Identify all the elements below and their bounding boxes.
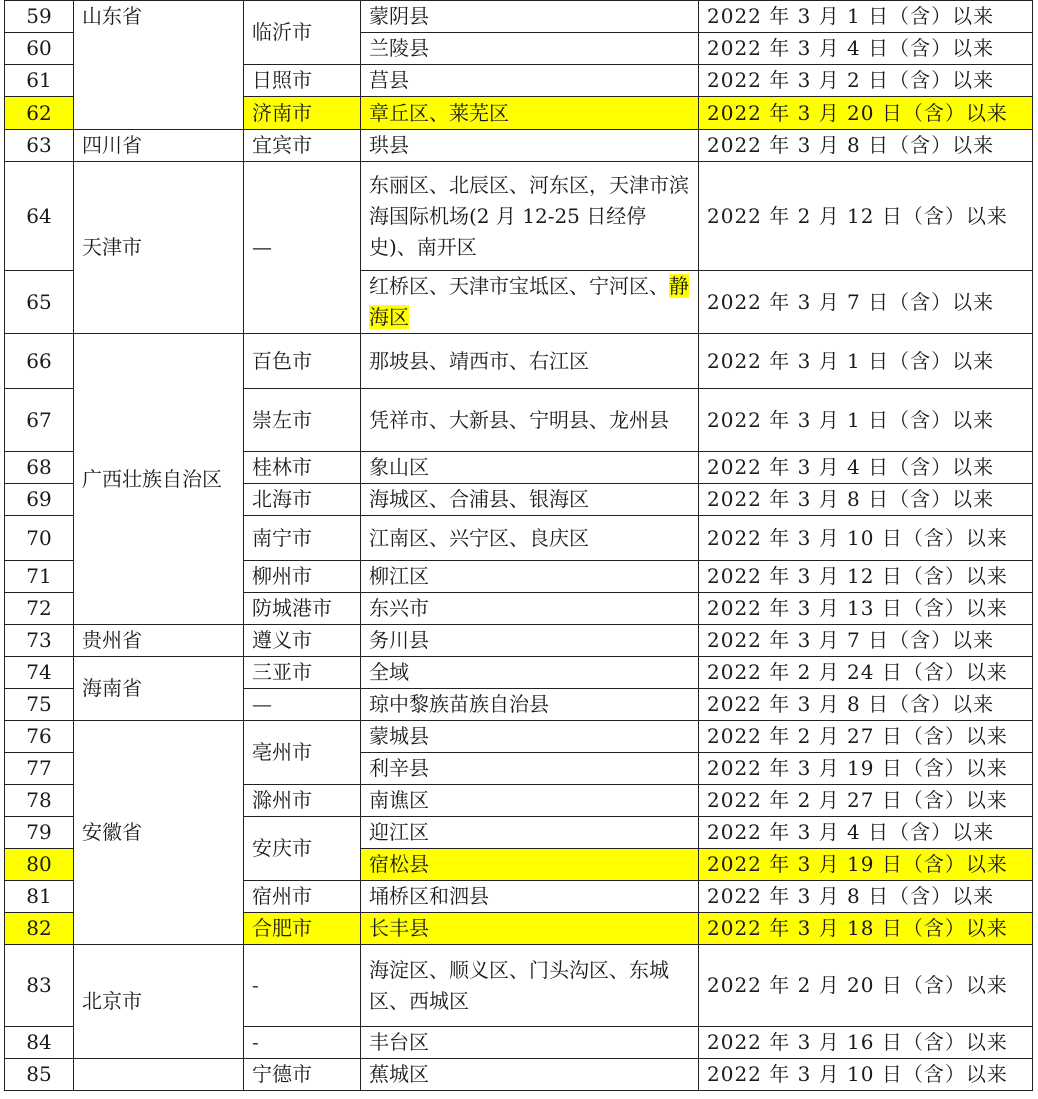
date-cell: 2022 年 3 月 16 日（含）以来 <box>699 1027 1033 1059</box>
date-cell: 2022 年 2 月 27 日（含）以来 <box>699 785 1033 817</box>
row-number: 73 <box>5 625 74 657</box>
city-cell: — <box>244 689 361 721</box>
row-number: 77 <box>5 753 74 785</box>
city-cell: — <box>244 162 361 334</box>
area-cell: 海城区、合浦县、银海区 <box>361 484 699 516</box>
row-number: 84 <box>5 1027 74 1059</box>
area-text: 红桥区、天津市宝坻区、宁河区、 <box>369 274 669 298</box>
city-cell: 三亚市 <box>244 657 361 689</box>
city-cell: 南宁市 <box>244 516 361 561</box>
province-cell: 山东省 <box>74 1 244 130</box>
area-cell: 南谯区 <box>361 785 699 817</box>
area-cell: 凭祥市、大新县、宁明县、龙州县 <box>361 389 699 452</box>
area-cell: 那坡县、靖西市、右江区 <box>361 334 699 389</box>
row-number: 78 <box>5 785 74 817</box>
row-number: 74 <box>5 657 74 689</box>
date-cell: 2022 年 3 月 13 日（含）以来 <box>699 593 1033 625</box>
city-cell: 宁德市 <box>244 1059 361 1091</box>
area-cell: 珙县 <box>361 130 699 162</box>
city-cell: 合肥市 <box>244 913 361 945</box>
table-row <box>5 721 1033 753</box>
province-cell <box>74 1059 244 1091</box>
city-cell: 滁州市 <box>244 785 361 817</box>
row-number: 75 <box>5 689 74 721</box>
table-row <box>5 334 1033 389</box>
row-number: 69 <box>5 484 74 516</box>
date-cell: 2022 年 3 月 7 日（含）以来 <box>699 271 1033 334</box>
date-cell: 2022 年 3 月 10 日（含）以来 <box>699 1059 1033 1091</box>
area-cell <box>361 271 699 334</box>
date-cell: 2022 年 3 月 1 日（含）以来 <box>699 1 1033 33</box>
city-cell: 安庆市 <box>244 817 361 881</box>
city-cell: 桂林市 <box>244 452 361 484</box>
table-row <box>5 1059 1033 1091</box>
row-number: 62 <box>5 97 74 130</box>
date-cell: 2022 年 2 月 12 日（含）以来 <box>699 162 1033 271</box>
area-cell: 长丰县 <box>361 913 699 945</box>
area-cell: 海淀区、顺义区、门头沟区、东城区、西城区 <box>361 945 699 1027</box>
row-number: 76 <box>5 721 74 753</box>
date-cell: 2022 年 3 月 2 日（含）以来 <box>699 65 1033 97</box>
date-cell: 2022 年 2 月 24 日（含）以来 <box>699 657 1033 689</box>
table-row <box>5 130 1033 162</box>
row-number: 80 <box>5 849 74 881</box>
date-cell: 2022 年 3 月 1 日（含）以来 <box>699 389 1033 452</box>
date-cell: 2022 年 3 月 4 日（含）以来 <box>699 452 1033 484</box>
area-cell: 蒙城县 <box>361 721 699 753</box>
row-number: 67 <box>5 389 74 452</box>
area-cell: 务川县 <box>361 625 699 657</box>
area-cell: 柳江区 <box>361 561 699 593</box>
city-cell: 宜宾市 <box>244 130 361 162</box>
province-cell: 天津市 <box>74 162 244 334</box>
area-cell: 利辛县 <box>361 753 699 785</box>
date-cell: 2022 年 3 月 8 日（含）以来 <box>699 881 1033 913</box>
province-cell: 北京市 <box>74 945 244 1059</box>
city-cell: - <box>244 1027 361 1059</box>
document-page <box>4 0 1033 1091</box>
area-cell: 东兴市 <box>361 593 699 625</box>
area-cell: 蒙阴县 <box>361 1 699 33</box>
area-cell: 迎江区 <box>361 817 699 849</box>
row-number: 61 <box>5 65 74 97</box>
row-number: 70 <box>5 516 74 561</box>
row-number: 82 <box>5 913 74 945</box>
area-cell: 东丽区、北辰区、河东区，天津市滨海国际机场(2 月 12-25 日经停史)、南开区 <box>361 162 699 271</box>
province-cell: 广西壮族自治区 <box>74 334 244 625</box>
area-highlight-text: 静海区 <box>369 274 689 329</box>
date-cell: 2022 年 3 月 4 日（含）以来 <box>699 817 1033 849</box>
date-cell: 2022 年 3 月 8 日（含）以来 <box>699 484 1033 516</box>
area-cell: 宿松县 <box>361 849 699 881</box>
row-number: 83 <box>5 945 74 1027</box>
date-cell: 2022 年 3 月 12 日（含）以来 <box>699 561 1033 593</box>
city-cell: 遵义市 <box>244 625 361 657</box>
table-row <box>5 625 1033 657</box>
date-cell: 2022 年 3 月 19 日（含）以来 <box>699 849 1033 881</box>
date-cell: 2022 年 3 月 4 日（含）以来 <box>699 33 1033 65</box>
row-number: 64 <box>5 162 74 271</box>
date-cell: 2022 年 2 月 27 日（含）以来 <box>699 721 1033 753</box>
date-cell: 2022 年 3 月 8 日（含）以来 <box>699 689 1033 721</box>
area-cell: 蕉城区 <box>361 1059 699 1091</box>
area-cell: 琼中黎族苗族自治县 <box>361 689 699 721</box>
row-number: 65 <box>5 271 74 334</box>
date-cell: 2022 年 3 月 7 日（含）以来 <box>699 625 1033 657</box>
row-number: 79 <box>5 817 74 849</box>
province-cell: 贵州省 <box>74 625 244 657</box>
table-row <box>5 162 1033 271</box>
date-cell: 2022 年 2 月 20 日（含）以来 <box>699 945 1033 1027</box>
city-cell: 北海市 <box>244 484 361 516</box>
city-cell: 柳州市 <box>244 561 361 593</box>
area-cell: 莒县 <box>361 65 699 97</box>
row-number: 85 <box>5 1059 74 1091</box>
area-cell: 全域 <box>361 657 699 689</box>
province-cell: 安徽省 <box>74 721 244 945</box>
city-cell: 日照市 <box>244 65 361 97</box>
area-cell: 丰台区 <box>361 1027 699 1059</box>
area-cell: 江南区、兴宁区、良庆区 <box>361 516 699 561</box>
province-cell: 四川省 <box>74 130 244 162</box>
date-cell: 2022 年 3 月 10 日（含）以来 <box>699 516 1033 561</box>
area-cell: 兰陵县 <box>361 33 699 65</box>
city-cell: 防城港市 <box>244 593 361 625</box>
table-row <box>5 945 1033 1027</box>
row-number: 63 <box>5 130 74 162</box>
city-cell: 济南市 <box>244 97 361 130</box>
city-cell: 宿州市 <box>244 881 361 913</box>
city-cell: 百色市 <box>244 334 361 389</box>
date-cell: 2022 年 3 月 18 日（含）以来 <box>699 913 1033 945</box>
date-cell: 2022 年 3 月 1 日（含）以来 <box>699 334 1033 389</box>
date-cell: 2022 年 3 月 20 日（含）以来 <box>699 97 1033 130</box>
date-cell: 2022 年 3 月 19 日（含）以来 <box>699 753 1033 785</box>
table-row <box>5 1 1033 33</box>
row-number: 66 <box>5 334 74 389</box>
row-number: 71 <box>5 561 74 593</box>
table-row <box>5 657 1033 689</box>
area-cell: 象山区 <box>361 452 699 484</box>
risk-area-table <box>4 0 1033 1091</box>
row-number: 72 <box>5 593 74 625</box>
row-number: 59 <box>5 1 74 33</box>
city-cell: - <box>244 945 361 1027</box>
city-cell: 亳州市 <box>244 721 361 785</box>
province-cell: 海南省 <box>74 657 244 721</box>
row-number: 60 <box>5 33 74 65</box>
row-number: 68 <box>5 452 74 484</box>
row-number: 81 <box>5 881 74 913</box>
area-cell: 埇桥区和泗县 <box>361 881 699 913</box>
date-cell: 2022 年 3 月 8 日（含）以来 <box>699 130 1033 162</box>
city-cell: 崇左市 <box>244 389 361 452</box>
area-cell: 章丘区、莱芜区 <box>361 97 699 130</box>
city-cell: 临沂市 <box>244 1 361 65</box>
